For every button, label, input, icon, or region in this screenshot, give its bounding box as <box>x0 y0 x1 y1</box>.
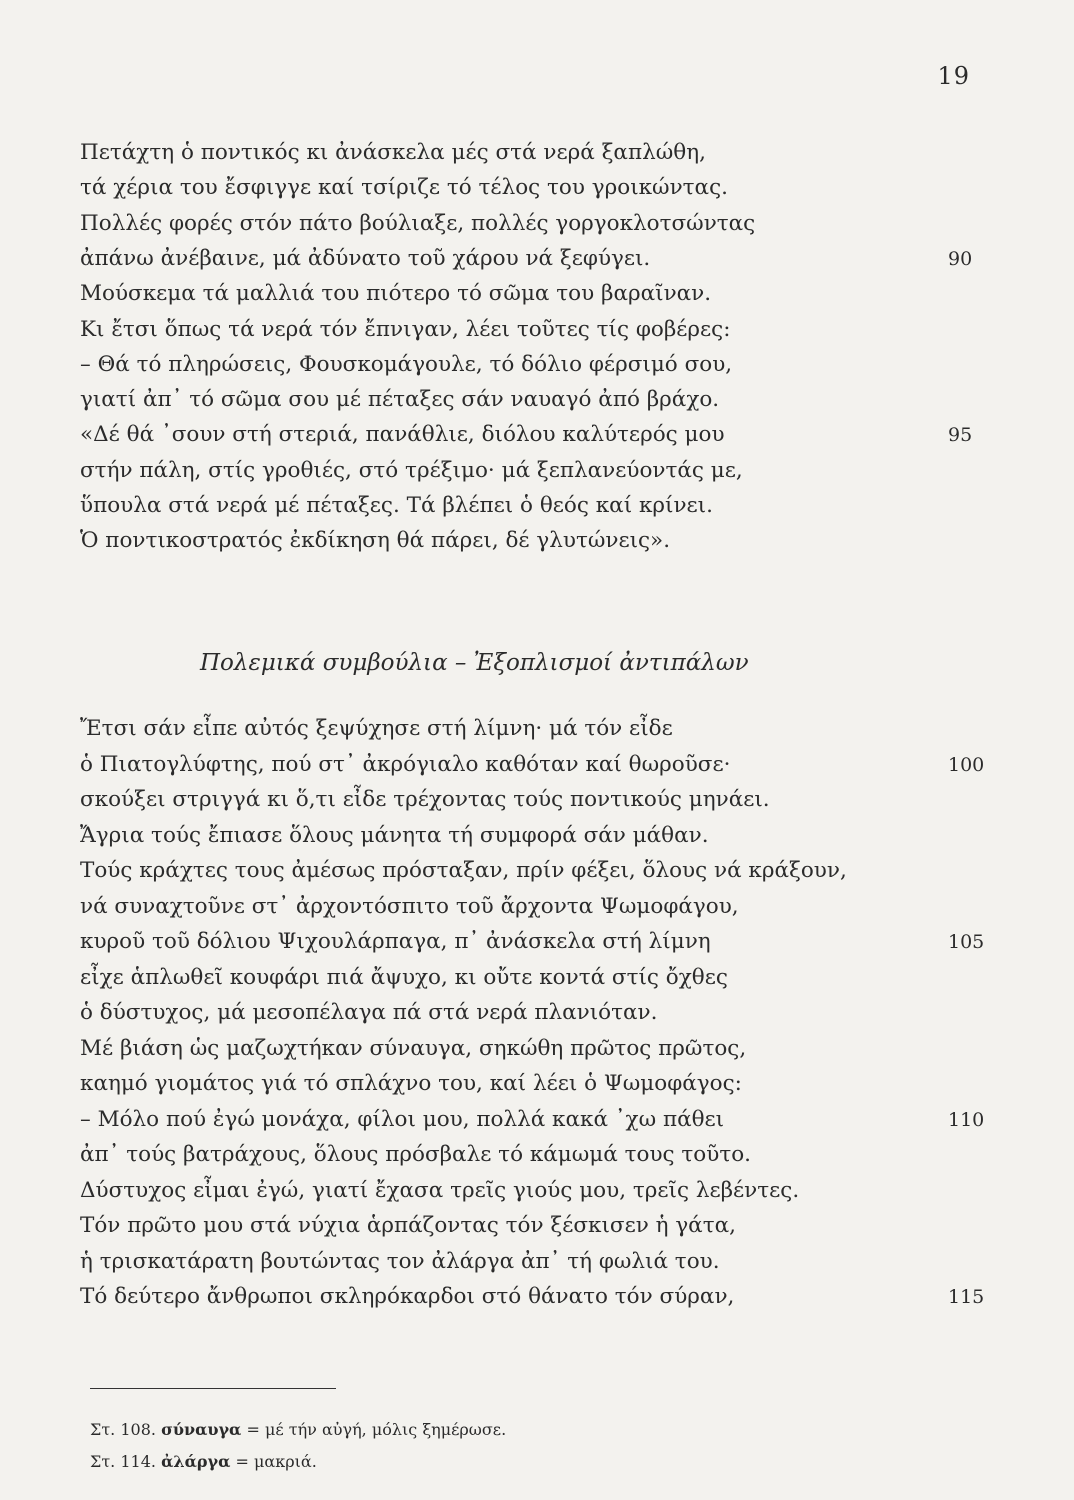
verse-line <box>80 1284 985 1310</box>
verse-text: – Θά τό πληρώσεις, Φουσκομάγουλε, τό δόλιο φέρσιμό σου, <box>80 351 733 377</box>
verse-text: Τόν πρῶτο μου στά νύχια ἁρπάζοντας τόν ξέσκισεν ἡ γάτα, <box>80 1213 736 1238</box>
verse-text: σκούξει στριγγά κι ὅ,τι εἶδε τρέχοντας τούς ποντικούς μηνάει. <box>80 787 770 812</box>
verse-text: στήν πάλη, στίς γροθιές, στό τρέξιμο· μά ξεπλανεύοντάς με, <box>80 457 743 483</box>
line-number: 110 <box>948 1108 985 1131</box>
verse-line <box>80 140 980 166</box>
verse-line <box>80 929 985 955</box>
verse-text: Μέ βιάση ὡς μαζωχτήκαν σύναυγα, σηκώθη πρῶτος πρῶτος, <box>80 1035 747 1061</box>
line-number: 105 <box>948 931 985 953</box>
footnote-definition: = μακριά. <box>235 1452 317 1471</box>
footnote-term: σύναυγα <box>161 1420 242 1439</box>
verse-line <box>80 1249 980 1275</box>
verse-line <box>80 858 980 884</box>
footnote <box>90 1420 506 1439</box>
verse-line <box>80 493 980 519</box>
verse-text: τά χέρια του ἔσφιγγε καί τσίριζε τό τέλος του γροικώντας. <box>80 175 728 201</box>
verse-line <box>80 787 980 813</box>
verse-text: Τούς κράχτες τους ἀμέσως πρόσταξαν, πρίν φέξει, ὅλους νά κράξουν, <box>80 858 847 883</box>
verse-text: Μούσκεμα τά μαλλιά του πιότερο τό σῶμα του βαραῖναν. <box>80 281 712 307</box>
verse-text: νά συναχτοῦνε στ᾽ ἀρχοντόσπιτο τοῦ ἄρχοντα Ψωμοφάγου, <box>80 893 739 919</box>
verse-line <box>80 1178 980 1204</box>
verse-line <box>80 1106 985 1133</box>
section-subtitle: Πολεμικά συμβούλια – Ἐξοπλισμοί ἀντιπάλων <box>200 650 749 676</box>
verse-text: ὁ δύστυχος, μά μεσοπέλαγα πά στά νερά πλανιόταν. <box>80 1000 658 1025</box>
verse-line <box>80 751 985 778</box>
verse-line <box>80 965 980 991</box>
verse-line <box>80 175 980 201</box>
verse-line <box>80 716 980 742</box>
verse-line <box>80 1142 980 1168</box>
verse-line <box>80 211 980 237</box>
verse-text: Ἔτσι σάν εἶπε αὐτός ξεψύχησε στή λίμνη· μά τόν εἶδε <box>80 716 673 741</box>
verse-line <box>80 317 980 343</box>
line-number: 90 <box>948 247 973 270</box>
verse-text: κυροῦ τοῦ δόλιου Ψιχουλάρπαγα, π᾽ ἀνάσκελα στή λίμνη <box>80 929 711 954</box>
verse-line <box>80 387 980 413</box>
verse-line <box>80 528 980 554</box>
line-number: 95 <box>948 424 973 447</box>
footnote-ref: Στ. 114. <box>90 1452 156 1471</box>
verse-text: ὕπουλα στά νερά μέ πέταξες. Τά βλέπει ὁ θεός καί κρίνει. <box>80 493 713 518</box>
verse-line <box>80 1036 980 1062</box>
line-number: 115 <box>948 1286 985 1308</box>
verse-text: ὁ Πιατογλύφτης, πού στ᾽ ἀκρόγιαλο καθόταν καί θωροῦσε· <box>80 751 731 777</box>
verse-text: ἀπ᾽ τούς βατράχους, ὅλους πρόσβαλε τό κάμωμά τους τοῦτο. <box>80 1142 751 1167</box>
footnote <box>90 1452 317 1471</box>
verse-text: Ὁ ποντικοστρατός ἐκδίκηση θά πάρει, δέ γλυτώνεις». <box>80 528 671 554</box>
footnote-divider <box>90 1388 336 1389</box>
verse-line <box>80 823 980 849</box>
verse-line <box>80 894 980 920</box>
footnote-ref: Στ. 108. <box>90 1420 156 1439</box>
line-number: 100 <box>948 753 985 776</box>
verse-line <box>80 1071 980 1097</box>
verse-line <box>80 422 980 448</box>
verse-line <box>80 281 980 307</box>
verse-text: ἡ τρισκατάρατη βουτώντας τον ἀλάργα ἀπ᾽ τή φωλιά του. <box>80 1248 720 1274</box>
verse-text: γιατί ἀπ᾽ τό σῶμα σου μέ πέταξες σάν ναυαγό ἀπό βράχο. <box>80 387 720 413</box>
verse-text: Πολλές φορές στόν πάτο βούλιαξε, πολλές γοργοκλοτσώντας <box>80 210 756 236</box>
footnote-term: ἀλάργα <box>161 1452 231 1471</box>
verse-text: Ἄγρια τούς ἔπιασε ὅλους μάνητα τή συμφορά σάν μάθαν. <box>80 822 709 848</box>
verse-text: Τό δεύτερο ἄνθρωποι σκληρόκαρδοι στό θάνατο τόν σύραν, <box>80 1284 735 1309</box>
verse-line <box>80 246 980 272</box>
verse-text: «Δέ θά ᾽σουν στή στεριά, πανάθλιε, διόλου καλύτερός μου <box>80 422 725 448</box>
verse-text: ἀπάνω ἀνέβαινε, μά ἀδύνατο τοῦ χάρου νά ξεφύγει. <box>80 245 651 271</box>
verse-text: Κι ἔτσι ὅπως τά νερά τόν ἔπνιγαν, λέει τοῦτες τίς φοβέρες: <box>80 316 731 342</box>
verse-text: εἶχε ἁπλωθεῖ κουφάρι πιά ἄψυχο, κι οὔτε κοντά στίς ὄχθες <box>80 964 728 990</box>
verse-text: – Μόλο πού ἐγώ μονάχα, φίλοι μου, πολλά κακά ᾽χω πάθει <box>80 1106 725 1132</box>
footnote-definition: = μέ τήν αὐγή, μόλις ξημέρωσε. <box>246 1420 507 1439</box>
verse-line <box>80 458 980 484</box>
verse-line <box>80 1000 980 1026</box>
verse-text: καημό γιομάτος γιά τό σπλάχνο του, καί λέει ὁ Ψωμοφάγος: <box>80 1071 742 1096</box>
verse-text: Δύστυχος εἶμαι ἐγώ, γιατί ἔχασα τρεῖς γιούς μου, τρεῖς λεβέντες. <box>80 1177 800 1203</box>
page-number: 19 <box>937 62 970 90</box>
verse-line <box>80 352 980 378</box>
verse-line <box>80 1213 980 1239</box>
verse-text: Πετάχτη ὁ ποντικός κι ἀνάσκελα μές στά νερά ξαπλώθη, <box>80 140 706 165</box>
